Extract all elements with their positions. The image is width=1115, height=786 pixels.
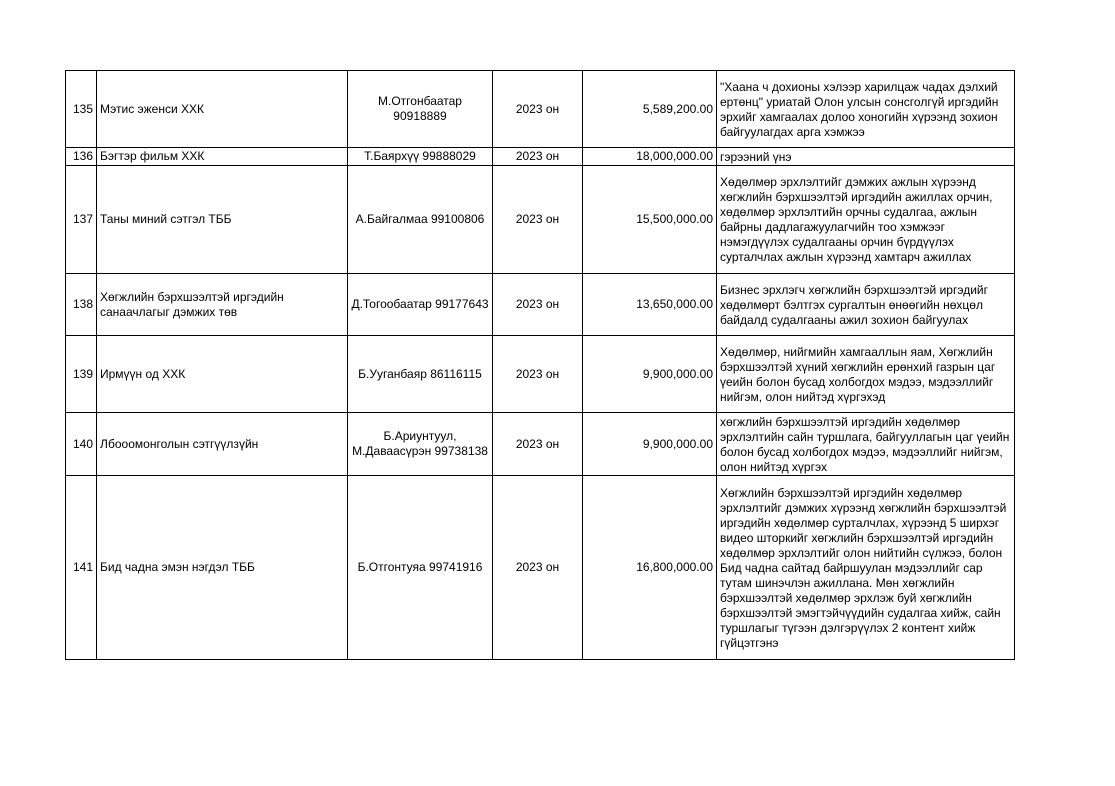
contact-line: 90918889 xyxy=(393,109,447,123)
grant-amount: 13,650,000.00 xyxy=(583,274,717,336)
row-number: 140 xyxy=(66,413,97,476)
organization-name: Таны миний сэтгэл ТББ xyxy=(97,166,348,274)
grant-year: 2023 он xyxy=(493,274,583,336)
grant-amount: 9,900,000.00 xyxy=(583,336,717,413)
contact-line: Б.Отгонтуяа 99741916 xyxy=(357,560,483,574)
description-text: Бизнес эрхлэгч хөгжлийн бэрхшээлтэй иргэдийг хөдөлмөрт бэлтгэх сургалтын өнөөгийн нөхцөл байдалд судалгааны ажил зохион байгуулах xyxy=(720,282,988,327)
grants-table xyxy=(65,70,1015,660)
grant-year: 2023 он xyxy=(493,413,583,476)
grants-table-body xyxy=(66,71,1015,660)
contact-person xyxy=(348,413,493,476)
grant-amount: 18,000,000.00 xyxy=(583,148,717,166)
contact-line: М.Даваасүрэн 99738138 xyxy=(352,444,488,458)
contact-person xyxy=(348,148,493,166)
contact-line: Т.Баярхүү 99888029 xyxy=(364,149,476,163)
grant-description xyxy=(717,336,1015,413)
grant-year: 2023 он xyxy=(493,148,583,166)
table-row xyxy=(66,274,1015,336)
row-number: 139 xyxy=(66,336,97,413)
table-row xyxy=(66,148,1015,166)
grant-year: 2023 он xyxy=(493,336,583,413)
description-text: гэрээний үнэ xyxy=(720,149,792,164)
grant-year: 2023 он xyxy=(493,166,583,274)
contact-person xyxy=(348,166,493,274)
description-text: "Хаана ч дохионы хэлээр харилцаж чадах дэлхий ертөнц" уриатай Олон улсын сонсголгүй иргэдийн эрхийг хамгаалах долоо хоногийн хүрээнд зохион байгуулагдах арга хэмжээ xyxy=(720,79,999,139)
description-text: Хөдөлмөр эрхлэлтийг дэмжих ажлын хүрээнд хөгжлийн бэрхшээлтэй иргэдийн ажиллах орчин, хөдөлмөр эрхлэлтийн орчны судалгаа, ажлын байрны дадлагажуулагчийн тоо хэмжээг нэмэгдүүлэх судалгааны орчин бүрдүүлэх сурталчлах ажлын хүрээнд хамтарч ажиллах xyxy=(720,175,993,264)
table-row xyxy=(66,166,1015,274)
grant-year: 2023 он xyxy=(493,476,583,660)
organization-name: Лбооомонголын сэтгүүлзүйн xyxy=(97,413,348,476)
contact-line: А.Байгалмаа 99100806 xyxy=(355,212,485,226)
grant-description xyxy=(717,71,1015,148)
row-number: 136 xyxy=(66,148,97,166)
organization-name: Мэтис эженси ХХК xyxy=(97,71,348,148)
contact-person xyxy=(348,336,493,413)
row-number: 137 xyxy=(66,166,97,274)
contact-line: Б.Ариунтуул, xyxy=(383,429,457,443)
table-row xyxy=(66,413,1015,476)
grant-amount: 16,800,000.00 xyxy=(583,476,717,660)
contact-person xyxy=(348,476,493,660)
grant-description xyxy=(717,413,1015,476)
grant-year: 2023 он xyxy=(493,71,583,148)
grant-description xyxy=(717,148,1015,166)
table-row xyxy=(66,71,1015,148)
contact-person xyxy=(348,274,493,336)
grant-amount: 5,589,200.00 xyxy=(583,71,717,148)
organization-name: Хөгжлийн бэрхшээлтэй иргэдийн санаачлагыг дэмжих төв xyxy=(97,274,348,336)
description-text: хөгжлийн бэрхшээлтэй иргэдийн хөдөлмөр эрхлэлтийн сайн туршлага, байгууллагын цаг үеийн болон бусад холбогдох мэдээ, мэдээллийг нийгэм, олон нийтэд хүргэх xyxy=(720,414,1010,474)
row-number: 138 xyxy=(66,274,97,336)
grant-amount: 9,900,000.00 xyxy=(583,413,717,476)
organization-name: Ирмүүн од ХХК xyxy=(97,336,348,413)
table-row xyxy=(66,476,1015,660)
row-number: 135 xyxy=(66,71,97,148)
description-text: Хөгжлийн бэрхшээлтэй иргэдийн хөдөлмөр эрхлэлтийг дэмжих хүрээнд хөгжлийн бэрхшээлтэй иргэдийн хөдөлмөр сурталчлах, хүрээнд 5 ширхэг видео шторкийг хөгжлийн бэрхшээлтэй иргэдийн хөдөлмөр эрхлэлтийг олон нийтийн сүлжээ, болон Бид чадна сайтад байршуулан мэдээллийг сар тутам шинэчлэн ажиллана. Мөн хөгжлийн бэрхшээлтэй хөдөлмөр эрхлэж буй хөгжлийн бэрхшээлтэй эмэгтэйчүүдийн судалгаа хийж, сайн туршлагыг түгээн дэлгэрүүлэх 2 контент хийж гүйцэтгэнэ xyxy=(720,485,1007,650)
grant-description xyxy=(717,166,1015,274)
grant-description xyxy=(717,274,1015,336)
grant-description xyxy=(717,476,1015,660)
grant-amount: 15,500,000.00 xyxy=(583,166,717,274)
row-number: 141 xyxy=(66,476,97,660)
contact-person xyxy=(348,71,493,148)
contact-line: Д.Тогообаатар 99177643 xyxy=(351,297,489,311)
table-row xyxy=(66,336,1015,413)
contact-line: М.Отгонбаатар xyxy=(378,94,462,108)
description-text: Хөдөлмөр, нийгмийн хамгааллын яам, Хөгжлийн бэрхшээлтэй хүний хөгжлийн ерөнхий газрын цаг үеийн болон бусад холбогдох мэдээ, мэдээллийг нийгэм, олон нийтэд хүргэхэд xyxy=(720,344,996,404)
organization-name: Бид чадна эмэн нэгдэл ТББ xyxy=(97,476,348,660)
contact-line: Б.Ууганбаяр 86116115 xyxy=(358,366,482,381)
organization-name: Бэгтэр фильм ХХК xyxy=(97,148,348,166)
